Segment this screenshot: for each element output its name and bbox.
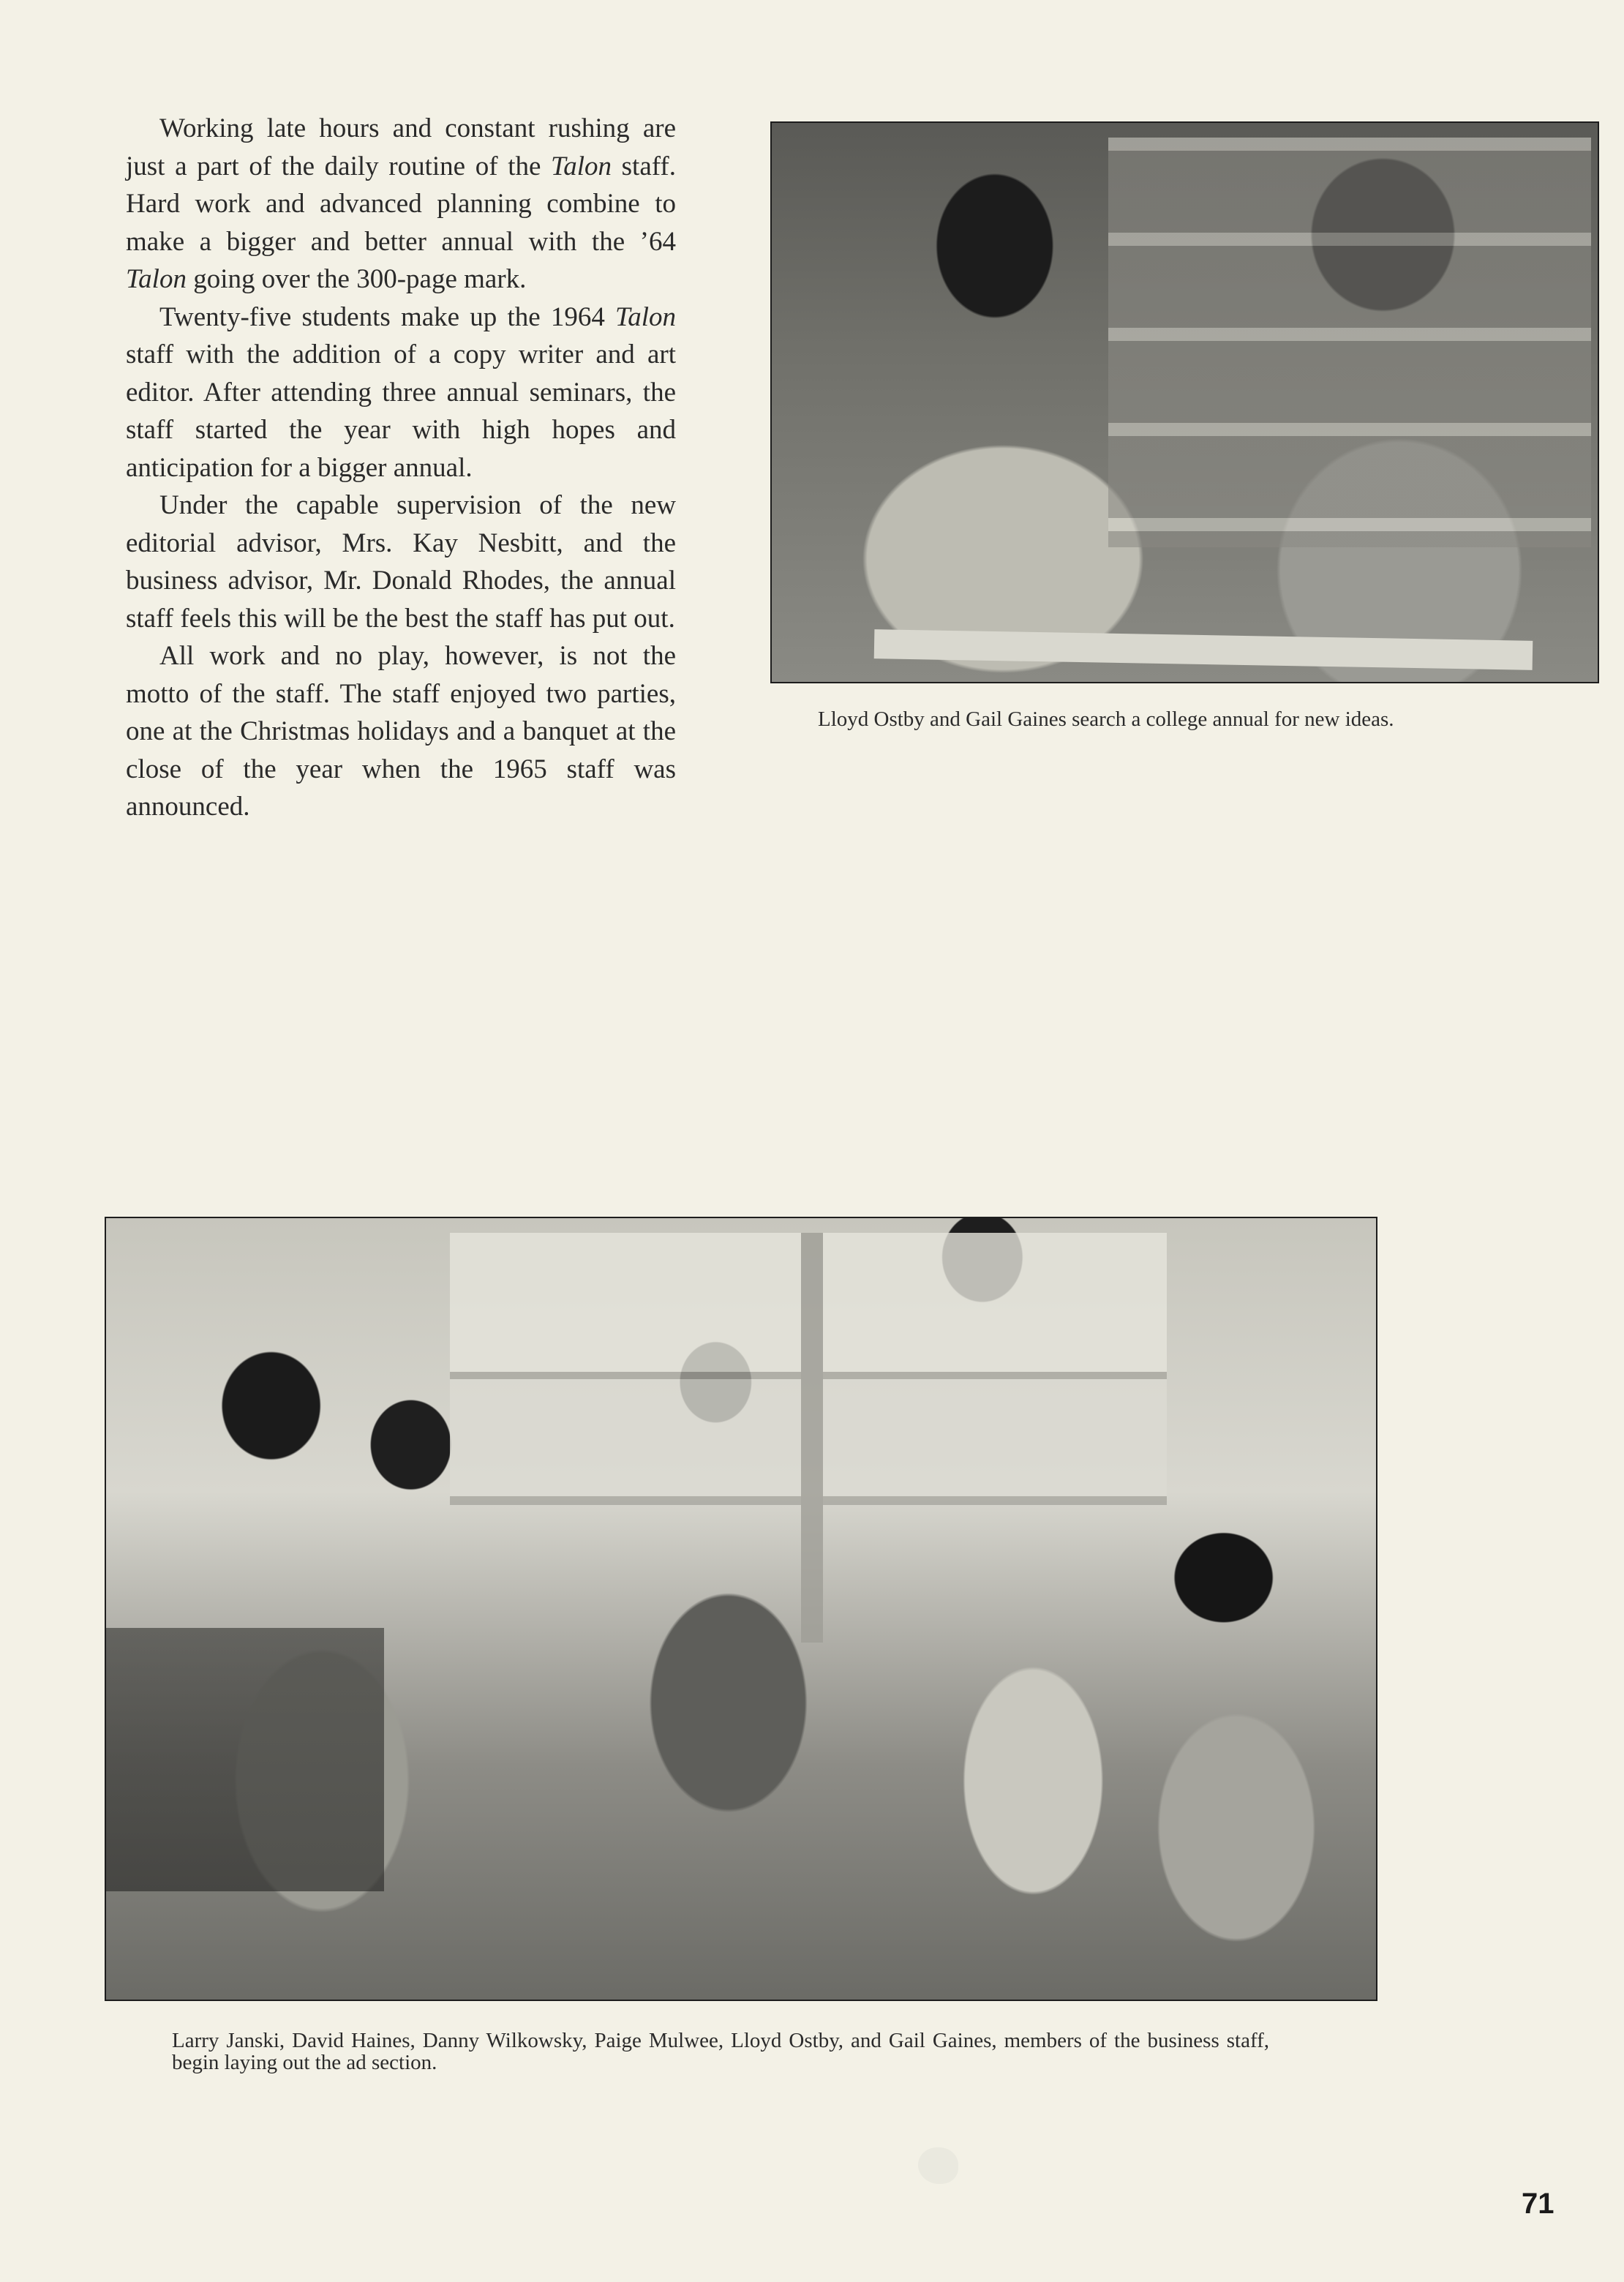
paragraph-3: Under the capable supervision of the new editorial advisor, Mrs. Kay Nesbitt, and the business advisor, Mr. Donald Rhodes, the annual staff feels this will be the best the staff has put out.	[126, 490, 676, 634]
photo-business-staff	[105, 1217, 1377, 2001]
page-number: 71	[1522, 2188, 1555, 2220]
paragraph-4: All work and no play, however, is not the motto of the staff. The staff enjoyed two parties, one at the Christmas holidays and a banquet at the close of the year when the 1965 staff was announced.	[126, 641, 676, 822]
photo-bottom-caption: Larry Janski, David Haines, Danny Wilkowsky, Paige Mulwee, Lloyd Ostby, and Gail Gaines, members of the business staff, begin laying out the ad section.	[172, 2029, 1269, 2074]
paragraph-2: Twenty-five students make up the 1964 Talon staff with the addition of a copy writer and art editor. After attending three annual seminars, the staff started the year with high hopes and anticipation for a bigger annual.	[126, 301, 676, 483]
paper-blemish	[918, 2147, 958, 2184]
body-copy	[126, 110, 676, 826]
photo-two-students-reading	[770, 121, 1599, 683]
paragraph-1: Working late hours and constant rushing are just a part of the daily routine of the Talon staff. Hard work and advanced planning combine to make a bigger and better annual with the ’64 Talon going over the 300-page mark.	[126, 113, 676, 294]
photo-top-caption: Lloyd Ostby and Gail Gaines search a college annual for new ideas.	[818, 708, 1394, 731]
